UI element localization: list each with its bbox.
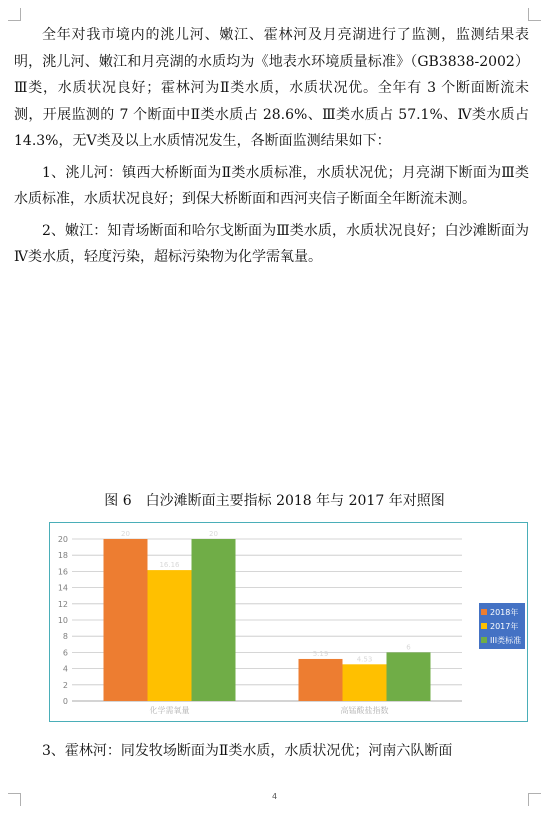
bar (299, 659, 343, 701)
chart-canvas (50, 523, 529, 723)
data-label: 20 (121, 530, 130, 538)
legend-item (481, 633, 523, 647)
y-tick-label: 10 (57, 616, 68, 625)
y-tick-label: 0 (62, 697, 68, 706)
bar (104, 539, 148, 701)
data-label: 16.16 (159, 561, 180, 570)
crop-mark-top-left (8, 8, 21, 21)
legend-swatch (481, 637, 487, 643)
legend-label: 2018年 (490, 607, 519, 617)
y-tick-label: 16 (57, 567, 68, 577)
figure-caption: 图 6 白沙滩断面主要指标 2018 年与 2017 年对照图 (104, 493, 445, 509)
page-number: 4 (271, 792, 278, 801)
y-tick-label: 4 (62, 664, 68, 674)
paragraph-intro: 全年对我市境内的洮儿河、嫩江、霍林河及月亮湖进行了监测，监测结果表明，洮儿河、嫩江和月亮湖的水质均为《地表水环境质量标准》（GB3838-2002）Ⅲ类，水质状况良好；霍林河为Ⅱ类水质，水质状况优。全年有 3 个断面断流未测，开展监测的 7 个断面中Ⅱ类水质占 28.6%、Ⅲ类水质占 57.1%、Ⅳ类水质占 14.3%，无Ⅴ类及以上水质情况发生，各断面监测结果如下： (14, 27, 529, 149)
legend-swatch (481, 623, 487, 629)
data-label: 6 (406, 643, 411, 652)
bar (387, 652, 431, 701)
crop-mark-top-right (528, 8, 541, 21)
y-tick-label: 6 (62, 648, 68, 658)
y-tick-label: 18 (57, 551, 68, 561)
legend-label: III类标准 (490, 635, 522, 645)
paragraph-nen-river: 2、嫩江：知青场断面和哈尔戈断面为Ⅲ类水质，水质状况良好；白沙滩断面为Ⅳ类水质，轻度污染，超标污染物为化学需氧量。 (14, 222, 529, 265)
y-tick-label: 8 (62, 632, 68, 642)
y-tick-label: 2 (62, 680, 68, 690)
legend-item (481, 605, 523, 619)
y-tick-label: 12 (57, 599, 68, 609)
chart-legend (479, 603, 525, 649)
y-tick-label: 14 (57, 583, 68, 593)
y-tick-label: 20 (57, 535, 68, 544)
data-label: 4.53 (356, 655, 373, 664)
legend-item (481, 619, 523, 633)
bar (343, 664, 387, 701)
data-label: 20 (209, 530, 218, 538)
legend-label: 2017年 (490, 621, 519, 631)
data-label: 5.19 (312, 649, 329, 658)
bar (148, 570, 192, 701)
paragraph-taoer-river: 1、洮儿河：镇西大桥断面为Ⅱ类水质标准，水质状况优；月亮湖下断面为Ⅲ类水质标准，水质状况良好；到保大桥断面和西河夹信子断面全年断流未测。 (14, 164, 529, 207)
x-category-label: 化学需氧量 (149, 706, 190, 715)
bar-chart (49, 522, 528, 722)
document-body (14, 22, 529, 276)
paragraph-huolin-river: 3、霍林河：同发牧场断面为Ⅱ类水质，水质状况优；河南六队断面 (42, 743, 453, 759)
legend-swatch (481, 609, 487, 615)
bar (192, 539, 236, 701)
x-category-label: 高锰酸盐指数 (340, 706, 389, 715)
